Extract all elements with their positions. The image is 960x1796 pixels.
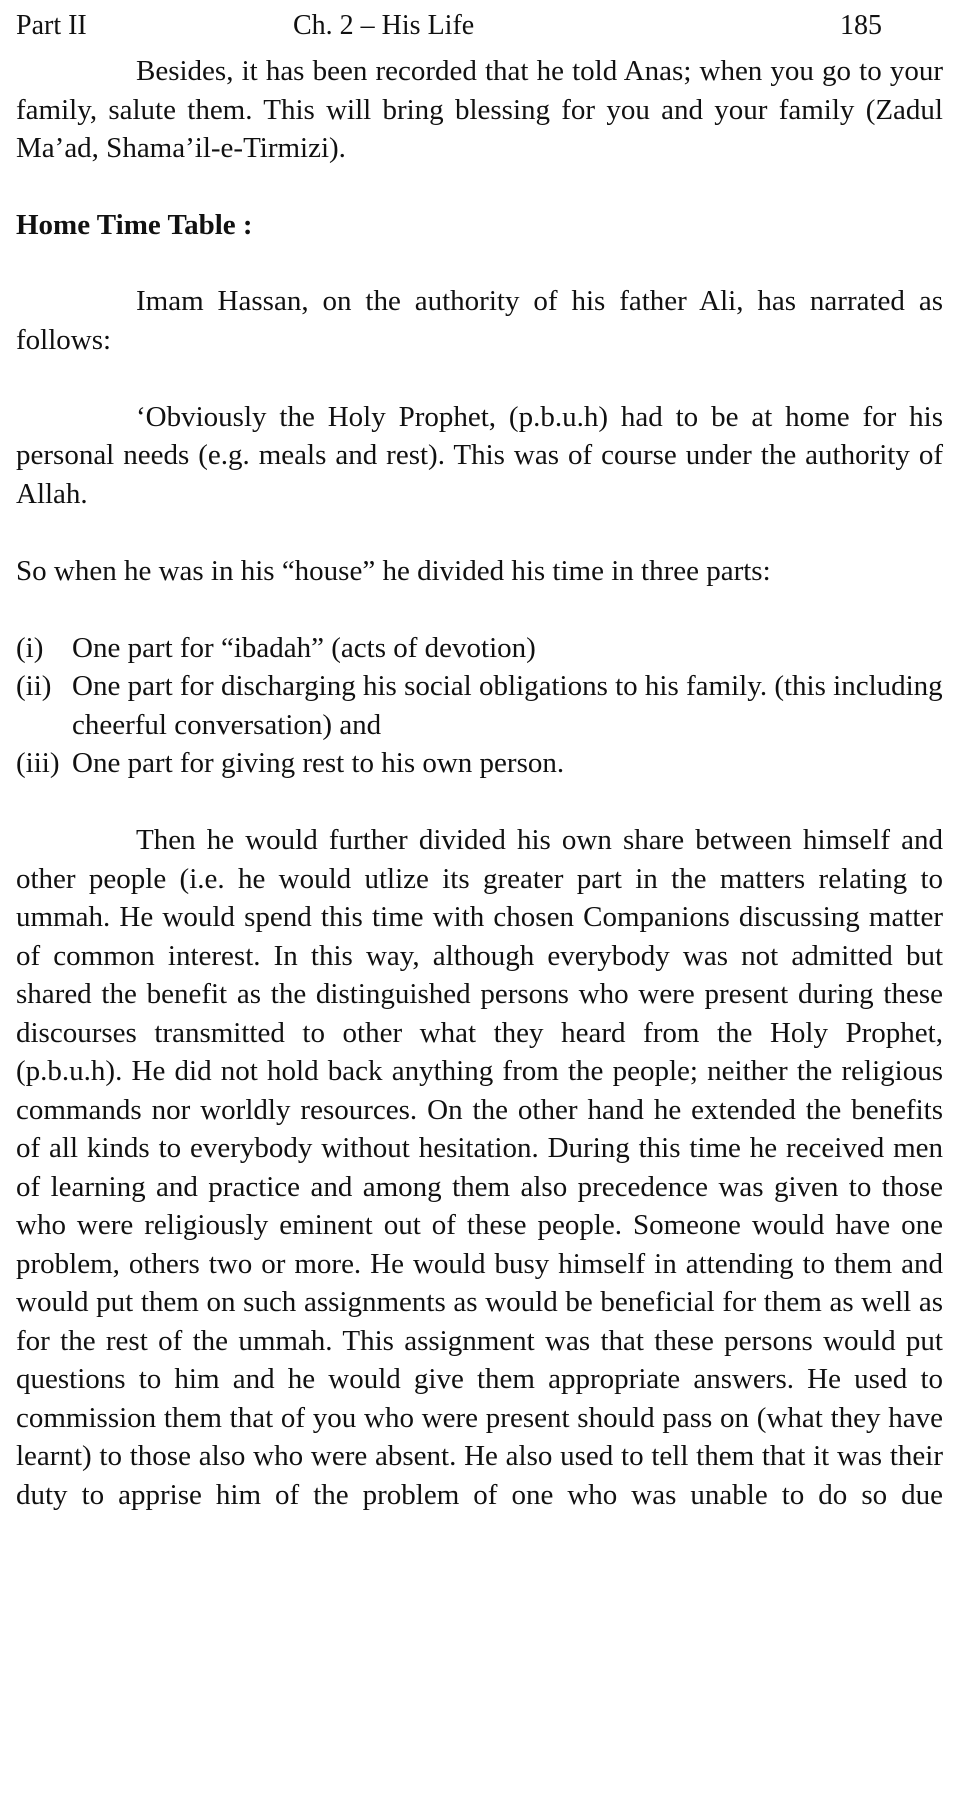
list-item (16, 629, 943, 668)
time-division-list (16, 629, 943, 783)
page-body (16, 52, 943, 1514)
paragraph-quote: ‘Obviously the Holy Prophet, (p.b.u.h) had to be at home for his personal needs (e.g. meals and rest). This was of course under the authority of Allah. (16, 400, 943, 510)
paragraph-spacer (16, 513, 943, 552)
section-heading: Home Time Table : (16, 208, 253, 241)
list-item-text: One part for “ibadah” (acts of devotion) (72, 631, 536, 664)
list-marker: (ii) (16, 670, 52, 702)
header-chapter-title: Ch. 2 – His Life (293, 10, 475, 41)
paragraph-division: So when he was in his “house” he divided his time in three parts: (16, 554, 771, 587)
paragraph-spacer (16, 783, 943, 822)
page-number: 185 (840, 10, 882, 41)
list-item (16, 744, 943, 783)
list-item-text: One part for giving rest to his own person. (72, 747, 565, 779)
paragraph-spacer (16, 590, 943, 629)
paragraph-intro: Besides, it has been recorded that he told Anas; when you go to your family, salute them. This will bring blessing for you and your family (Zadul Ma’ad, Shama’il-e-Tirmizi). (16, 55, 943, 164)
paragraph-narration: Imam Hassan, on the authority of his father Ali, has narrated as follows: (16, 285, 943, 356)
paragraph-main: Then he would further divided his own share between himself and other people (i.e. he would utlize its greater part in the matters relating to ummah. He would spend this time with chosen Companions discussing matter of common interest. In this way, although everybody was not admitted but shared the benefit as the distinguished persons who were present during these discourses transmitted to other what they heard from the Holy Prophet, (p.b.u.h). He did not hold back anything from the people; neither the religious commands nor worldly resources. On the other hand he extended the benefits of all kinds to everybody without hesitation. During this time he received men of learning and practice and among them also precedence was given to those who were religiously eminent out of these people. Someone would have one problem, others two or more. He would busy himself in attending to them and would put them on such assignments as would be beneficial for them as well as for the rest of the ummah. This assignment was that these persons would put questions to him and he would give them appropriate answers. He used to commission them that of you who were present should pass on (what they have learnt) to those also who were absent. He also used to tell them that it was their duty to apprise him of the problem of one who was unable to do so due (16, 824, 943, 1511)
running-header (16, 0, 943, 52)
header-part: Part II (16, 10, 87, 41)
paragraph-spacer (16, 359, 943, 398)
list-marker: (i) (16, 631, 44, 664)
list-item-text: One part for discharging his social obligations to his family. (this including cheerful conversation) and (72, 670, 943, 741)
list-item (16, 667, 943, 744)
list-marker: (iii) (16, 747, 60, 779)
